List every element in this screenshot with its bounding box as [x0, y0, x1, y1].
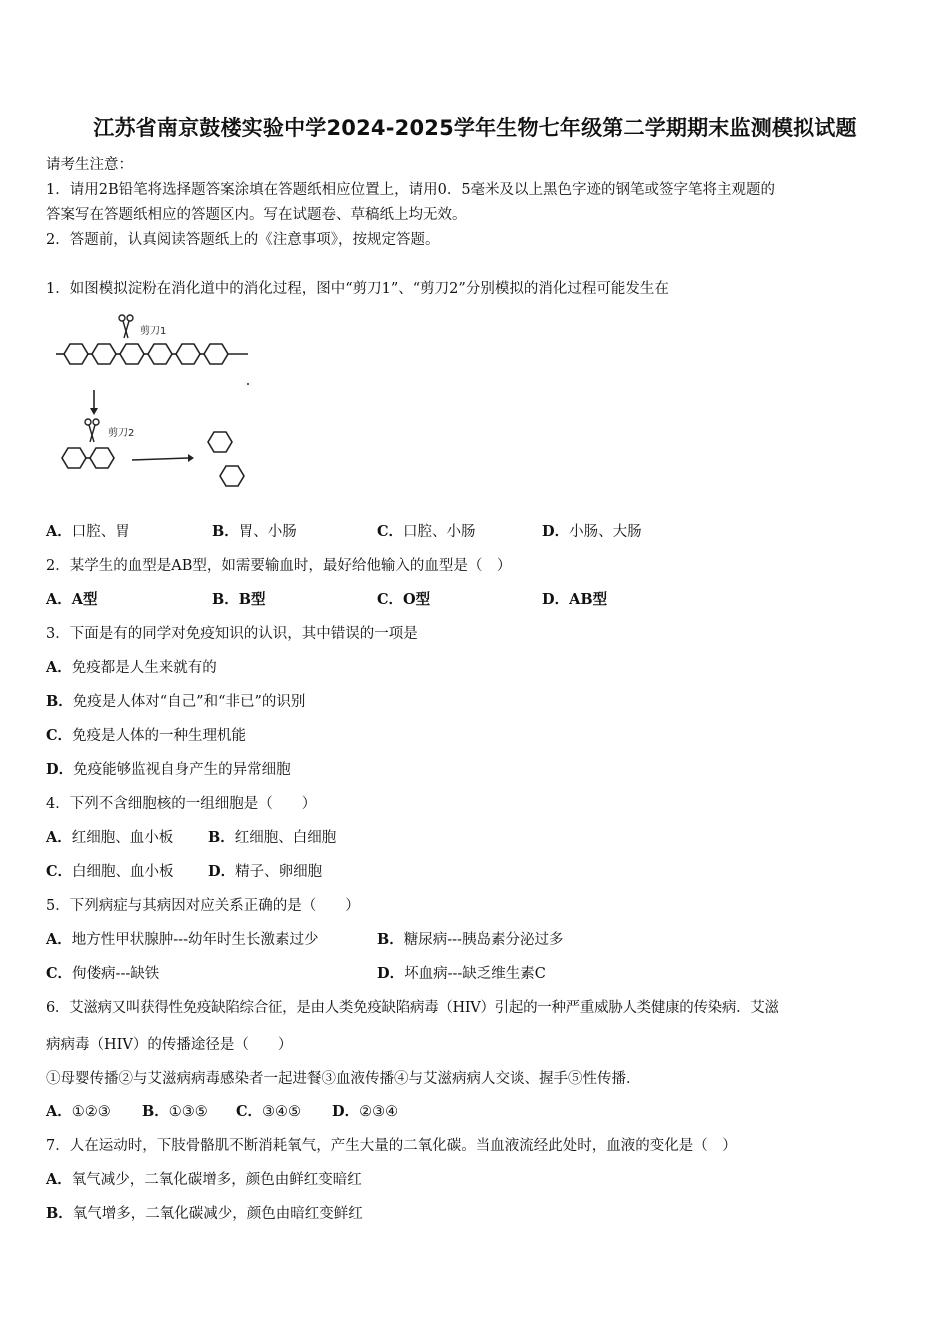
maltose-hexagon [90, 448, 114, 468]
scissors-icon [85, 419, 99, 442]
option-c[interactable]: C．O型 [377, 591, 431, 608]
arrow-right [132, 458, 188, 460]
option-b[interactable]: B．①③⑤ [142, 1103, 208, 1120]
option-d[interactable]: D．坏血病---缺乏维生素C [377, 965, 546, 982]
glucose-hexagon [220, 466, 244, 486]
option-b[interactable]: B．免疫是人体对“自己”和“非已”的识别 [46, 693, 306, 710]
option-a[interactable]: A．免疫都是人生来就有的 [46, 659, 217, 676]
option-d[interactable]: D．②③④ [332, 1103, 399, 1120]
glucose-hexagon [176, 344, 200, 364]
option-b[interactable]: B．胃、小肠 [212, 523, 297, 540]
option-a[interactable]: A．口腔、胃 [46, 523, 130, 540]
notice-item: 1．请用2B铅笔将选择题答案涂填在答题纸相应位置上，请用0．5毫米及以上黑色字迹的钢笔或签字笔将主观题的 [46, 182, 776, 198]
glucose-hexagon [92, 344, 116, 364]
option-a[interactable]: A．红细胞、血小板 [46, 829, 174, 846]
option-c[interactable]: C．佝偻病---缺铁 [46, 965, 160, 982]
notice-item: 答案写在答题纸相应的答题区内。写在试题卷、草稿纸上均无效。 [46, 207, 467, 223]
glucose-hexagon [64, 344, 88, 364]
option-c[interactable]: C．③④⑤ [236, 1103, 302, 1120]
arrow-head [90, 408, 98, 415]
question-3-stem: 3．下面是有的同学对免疫知识的认识，其中错误的一项是 [46, 626, 418, 642]
question-4-stem: 4．下列不含细胞核的一组细胞是（ ） [46, 796, 317, 812]
option-a[interactable]: A．①②③ [46, 1103, 111, 1120]
option-c[interactable]: C．免疫是人体的一种生理机能 [46, 727, 247, 744]
option-b[interactable]: B．B型 [212, 591, 266, 608]
glucose-hexagon [208, 432, 232, 452]
option-a[interactable]: A．A型 [46, 591, 98, 608]
option-a[interactable]: A．氧气减少，二氧化碳增多，颜色由鲜红变暗红 [46, 1171, 362, 1188]
question-7-stem: 7．人在运动时，下肢骨骼肌不断消耗氧气，产生大量的二氧化碳。当血液流经此处时，血液的变化是（ ） [46, 1138, 737, 1154]
question-6-stem: 6．艾滋病又叫获得性免疫缺陷综合征，是由人类免疫缺陷病毒（HIV）引起的一种严重威胁人类健康的传染病．艾滋 [46, 1000, 779, 1016]
option-d[interactable]: D．免疫能够监视自身产生的异常细胞 [46, 761, 291, 778]
notice-item: 2．答题前，认真阅读答题纸上的《注意事项》，按规定答题。 [46, 232, 440, 248]
option-d[interactable]: D．AB型 [542, 591, 608, 608]
maltose-hexagon [62, 448, 86, 468]
question-5-stem: 5．下列病症与其病因对应关系正确的是（ ） [46, 898, 360, 914]
scissor-2-label: 剪刀2 [108, 428, 135, 439]
question-2-stem: 2．某学生的血型是AB型，如需要输血时，最好给他输入的血型是（ ） [46, 558, 512, 574]
glucose-hexagon [204, 344, 228, 364]
option-b[interactable]: B．糖尿病---胰岛素分泌过多 [377, 931, 564, 948]
option-c[interactable]: C．口腔、小肠 [377, 523, 476, 540]
starch-digestion-figure [52, 310, 262, 500]
question-6-routes: ①母婴传播②与艾滋病病毒感染者一起进餐③血液传播④与艾滋病病人交谈、握手⑤性传播． [46, 1071, 641, 1087]
option-a[interactable]: A．地方性甲状腺肿---幼年时生长激素过少 [46, 931, 319, 948]
question-6-stem-cont: 病病毒（HIV）的传播途径是（ ） [46, 1037, 293, 1053]
option-b[interactable]: B．红细胞、白细胞 [208, 829, 337, 846]
glucose-hexagon [148, 344, 172, 364]
question-1-stem: 1．如图模拟淀粉在消化道中的消化过程，图中“剪刀1”、“剪刀2”分别模拟的消化过程可能发生在 [46, 281, 669, 297]
arrow-head [188, 454, 194, 462]
scissor-1-label: 剪刀1 [140, 326, 167, 337]
scissors-icon [119, 315, 133, 338]
option-d[interactable]: D．小肠、大肠 [542, 523, 642, 540]
page-title: 江苏省南京鼓楼实验中学2024-2025学年生物七年级第二学期期末监测模拟试题 [93, 116, 857, 140]
option-c[interactable]: C．白细胞、血小板 [46, 863, 174, 880]
option-b[interactable]: B．氧气增多，二氧化碳减少，颜色由暗红变鲜红 [46, 1205, 363, 1222]
notice-heading: 请考生注意： [46, 157, 133, 173]
option-d[interactable]: D．精子、卵细胞 [208, 863, 323, 880]
glucose-hexagon [120, 344, 144, 364]
